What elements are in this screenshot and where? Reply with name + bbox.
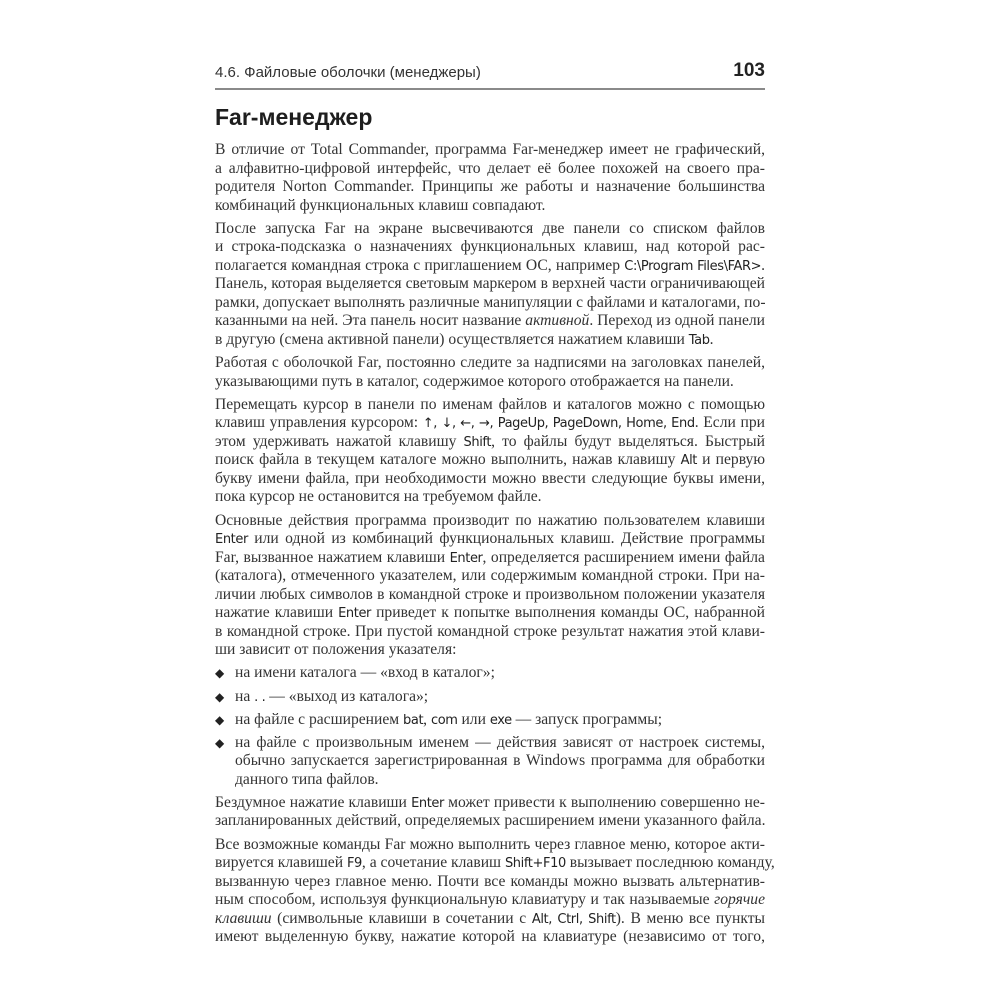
text-line [215,623,765,642]
text-run: приведет к попытке выполнения команды ОС, набранной [371,604,765,622]
text-run: казанными на ней. Эта панель носит название [215,312,526,330]
paragraph [215,835,775,947]
key-name: Enter [215,532,248,548]
text-run: клавиш управления курсором: [215,414,423,432]
text-line [215,586,765,605]
text-run: нажатие клавиши [215,604,339,622]
text-run: (каталога), отмеченного указателем, или содержимым командной строки. При на- [215,567,765,585]
bullet-icon: ◆ [215,666,225,681]
page-title: Far-менеджер [215,104,373,130]
text-run: или одной из комбинаций функциональных клавиш. Действие программы [247,530,765,548]
text-run: и строка-подсказка о назначениях функциональных клавиш, над которой рас- [215,238,765,256]
key-name: Shift+F10 [504,856,566,872]
text-line [215,354,765,373]
text-run: Far, вызванное нажатием клавиши [215,548,450,566]
text-run: ным способом, используя функциональную клавиатуру и так называемые [215,891,715,909]
text-line [215,812,765,831]
paragraph [215,354,765,391]
text-run: Основные действия программа производит по нажатию пользователем клавиши [215,511,765,529]
text-run: на файле с произвольным именем — действия зависят от настроек системы, [235,733,765,751]
text-line [215,794,765,813]
text-run: вызванную через главное меню. Почти все команды можно вызвать альтернатив- [215,872,765,890]
text-line [215,178,765,197]
paragraph [215,220,765,350]
section-title: 4.6. Файловые оболочки (менеджеры) [215,64,481,81]
text-run: в командной строке. При пустой командной строке результат нажатия этой клави- [215,622,765,640]
text-run: (символьные клавиши в сочетании с [271,909,532,927]
text-run: запланированных действий, определяемых расширением имени указанного файла. [215,812,766,830]
text-run: а алфавитно-цифровой интерфейс, что делает её более похожей на своего пра- [215,159,765,177]
text-line [235,734,765,753]
text-run: , [423,710,431,728]
text-line [215,141,765,160]
key-name: ↑, ↓, ←, →, PageUp, PageDown, Home, End [422,416,695,432]
text-line [215,433,765,452]
text-line [215,275,765,294]
key-name: Enter [411,795,444,811]
text-run: может привести к выполнению совершенно не- [443,793,765,811]
key-name: Shift [463,434,492,450]
text-run: данного типа файлов. [235,770,379,788]
text-run: Перемещать курсор в панели по именам файлов и каталогов можно с помощью [215,395,765,413]
key-name: exe [489,712,512,728]
list-item [215,734,765,790]
text-run: личии любых символов в командной строке и произвольном положении указателя [215,585,765,603]
text-line [215,470,765,489]
key-name: Tab [688,332,710,348]
text-line [215,567,765,586]
text-run: рамки, допускает выполнять различные манипуляции с файлами и каталогами, по- [215,293,766,311]
text-run: ши зависит от положения указателя: [215,641,457,659]
text-run: . Переход из одной панели [589,312,765,330]
text-run: в другую (смена активной панели) осуществляется нажатием клавиши [215,330,689,348]
text-line [215,160,765,179]
text-line [235,664,765,683]
key-name: Alt, Ctrl, Shift [531,911,616,927]
text-line [215,294,765,313]
text-run: на имени каталога — «вход в каталог»; [235,664,495,682]
text-run: Панель, которая выделяется световым маркером в верхней части ограничивающей [215,275,765,293]
key-name: com [430,712,458,728]
text-run: Работая с оболочкой Far, постоянно следите за надписями на заголовках панелей, [215,354,765,372]
text-line [215,396,765,415]
text-line [215,928,765,947]
text-run: . Если при [694,414,765,432]
text-line [215,873,765,892]
text-line [215,257,765,276]
list-item [215,688,765,707]
text-line [235,752,765,771]
text-run: Бездумное нажатие клавиши [215,793,412,811]
text-run: , то файлы будут выделяться. Быстрый [491,432,765,450]
text-run: или [457,710,490,728]
paragraph [215,794,765,831]
paragraph [215,396,765,507]
text-run: комбинаций функциональных клавиш совпадают. [215,196,546,214]
text-line [215,549,765,568]
body-text [215,141,775,951]
text-run: ). В меню все пункты [615,909,765,927]
text-run: полагается командная строка с приглашением ОС, например [215,256,625,274]
paragraph [215,512,765,660]
text-run: После запуска Far на экране высвечиваются две панели со списком файлов [215,219,765,237]
text-run: пока курсор не остановится на требуемом файле. [215,488,542,506]
list-item [215,711,765,730]
text-line [215,488,765,507]
text-line [215,891,765,910]
text-run: , а сочетание клавиш [361,854,505,872]
running-header [215,62,765,90]
text-run: букву имени файла, при необходимости можно ввести следующие буквы имени, [215,469,765,487]
text-run: родителя Norton Commander. Принципы же работы и назначение большинства [215,178,765,195]
text-run: этом удерживать нажатой клавишу [215,432,464,450]
text-line [215,910,765,929]
text-line [215,220,765,239]
list-item [215,664,765,683]
text-run: . [761,256,765,274]
text-line [215,512,765,531]
text-run: обычно запускается зарегистрированная в Windows программа для обработки [235,752,765,770]
emphasis: горячие [714,891,765,909]
text-line [215,641,765,660]
text-run: Все возможные команды Far можно выполнить через главное меню, которое акти- [215,835,765,853]
text-run: . [709,330,714,348]
paragraph [215,141,765,215]
text-run: вызывает последнюю команду, [565,854,775,872]
emphasis: клавиши [215,909,272,927]
key-name: C:\Program Files\FAR> [624,258,762,274]
text-line [215,373,765,392]
text-run: на файле с расширением [235,710,404,728]
text-run: указывающими путь в каталог, содержимое которого отображается на панели. [215,372,734,390]
text-run: поиск файла в текущем каталоге можно выполнить, нажав клавишу [215,451,681,469]
text-line [215,530,765,549]
text-run: вируется клавишей [215,854,347,872]
text-run: — запуск программы; [511,710,663,728]
page-number: 103 [733,60,765,81]
text-line [215,414,765,433]
text-line [215,331,765,350]
emphasis: активной [525,312,590,330]
bullet-icon: ◆ [215,712,225,727]
text-run: и первую [696,451,765,469]
text-line [215,854,775,873]
text-run: , определяется расширением имени файла [482,548,765,566]
text-line [215,836,765,855]
key-name: Enter [449,550,483,566]
text-line [215,451,765,470]
text-line [235,688,765,707]
text-line [215,604,765,623]
text-run: на [235,687,255,705]
key-name: Enter [338,606,372,622]
text-line [215,312,765,331]
text-line [215,197,765,216]
text-line [215,238,765,257]
text-run: В отличие от Total Commander, программа Far-менеджер имеет не графический, [215,141,765,158]
key-name: Alt [680,453,697,469]
text-line [235,771,765,790]
key-name: F9 [346,856,362,872]
key-name: bat [403,712,424,728]
key-name: . . [254,689,266,705]
text-run: — «выход из каталога»; [265,687,429,705]
text-run: имеют выделенную букву, нажатие которой на клавиатуре (независимо от того, [215,928,765,946]
bullet-icon: ◆ [215,735,225,750]
bullet-icon: ◆ [215,689,225,704]
text-line [235,711,765,730]
